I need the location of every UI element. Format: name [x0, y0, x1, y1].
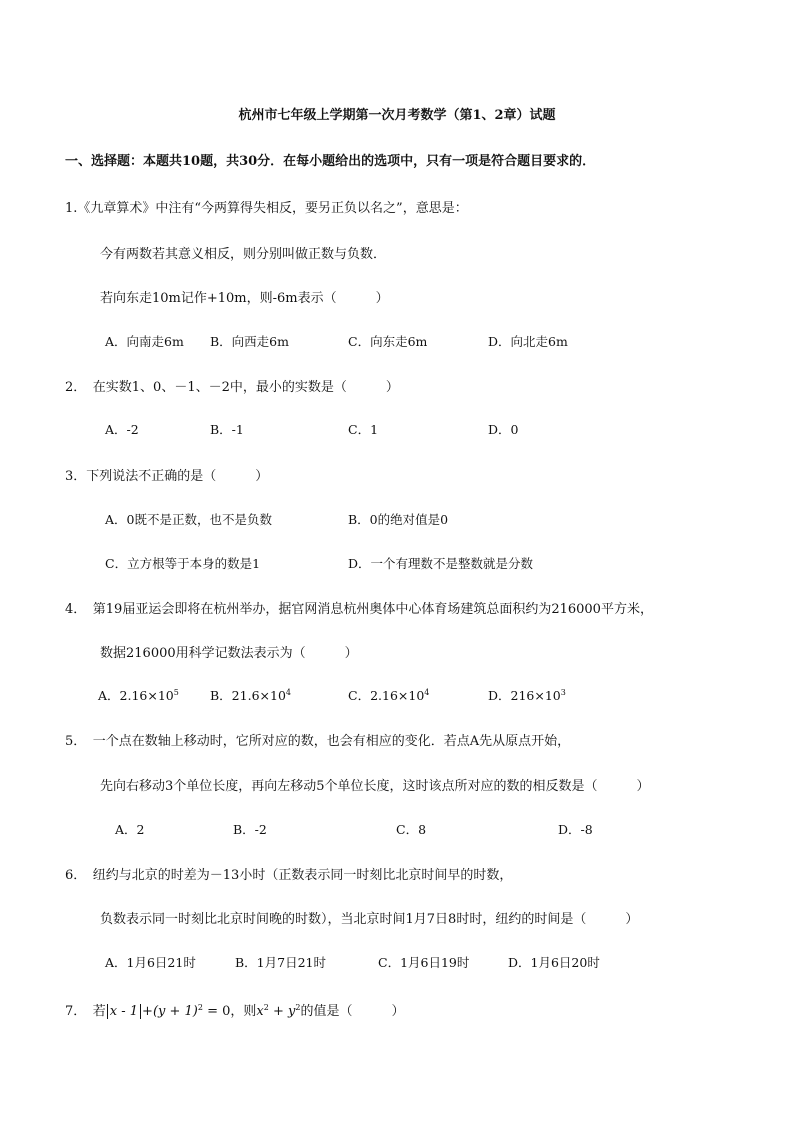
- q3-option-c[interactable]: C．立方根等于本身的数是1: [105, 556, 261, 571]
- q7-square-exponent: 2: [197, 1003, 203, 1012]
- q1-option-a[interactable]: A．向南走6m: [105, 334, 184, 349]
- q4-option-a-base: A．2.16×10: [98, 688, 174, 703]
- q4-option-d[interactable]: [488, 686, 566, 704]
- q7-suffix: 的值是（ ）: [300, 1004, 405, 1019]
- q2-option-b[interactable]: B．-1: [210, 422, 244, 437]
- q2-option-a[interactable]: A．-2: [105, 422, 139, 437]
- q4-option-b-exponent: 4: [285, 688, 291, 697]
- q4-line2: 数据216000用科学记数法表示为（ ）: [100, 646, 358, 661]
- q4-option-a-exponent: 5: [173, 688, 179, 697]
- q6-option-c[interactable]: C．1月6日19时: [378, 955, 470, 970]
- q5-option-a[interactable]: A．2: [115, 822, 145, 837]
- q7-absolute-value: x - 1: [107, 1004, 141, 1019]
- page-title: 杭州市七年级上学期第一次月考数学（第1、2章）试题: [238, 108, 556, 123]
- q4-option-b[interactable]: [210, 686, 291, 704]
- q5-stem: 5． 一个点在数轴上移动时，它所对应的数，也会有相应的变化．若点A先从原点开始，: [65, 734, 571, 749]
- q6-option-b[interactable]: B．1月7日21时: [235, 955, 326, 970]
- q5-option-c[interactable]: C．8: [396, 822, 427, 837]
- q1-option-c[interactable]: C．向东走6m: [348, 334, 428, 349]
- q6-line2: 负数表示同一时刻比北京时间晚的时数），当北京时间1月7日8时时，纽约的时间是（ ）: [100, 912, 639, 927]
- q4-option-d-exponent: 3: [560, 688, 566, 697]
- q4-option-c-base: C．2.16×10: [348, 688, 425, 703]
- q2-option-c[interactable]: C．1: [348, 422, 379, 437]
- q1-option-d[interactable]: D．向北走6m: [488, 334, 568, 349]
- q7-plus: +: [268, 1004, 288, 1019]
- q4-option-a[interactable]: [98, 686, 179, 704]
- q1-option-b[interactable]: B．向西走6m: [210, 334, 289, 349]
- q6-option-d[interactable]: D．1月6日20时: [508, 955, 600, 970]
- q5-option-d[interactable]: D．-8: [558, 822, 593, 837]
- section-heading: 一、选择题：本题共10题，共30分．在每小题给出的选项中，只有一项是符合题目要求的．: [65, 154, 596, 169]
- q4-option-d-base: D．216×10: [488, 688, 561, 703]
- q7-stem: [65, 1000, 404, 1019]
- q5-option-b[interactable]: B．-2: [233, 822, 267, 837]
- q7-x-exponent: 2: [263, 1003, 269, 1012]
- q7-y-exponent: 2: [295, 1003, 301, 1012]
- q7-x-term: x: [256, 1004, 264, 1019]
- q7-equals: = 0，则: [202, 1004, 257, 1019]
- q2-option-d[interactable]: D．0: [488, 422, 519, 437]
- q3-option-d[interactable]: D．一个有理数不是整数就是分数: [348, 556, 534, 571]
- q7-square-term: +(y + 1): [142, 1004, 198, 1019]
- q4-stem: 4． 第19届亚运会即将在杭州举办，据官网消息杭州奥体中心体育场建筑总面积约为216000平方米，: [65, 602, 653, 617]
- q1-stem: 1.《九章算术》中注有“今两算得失相反，要另正负以名之”，意思是：: [65, 201, 468, 216]
- q3-option-a[interactable]: A．0既不是正数，也不是负数: [105, 512, 272, 527]
- q7-y-term: y: [288, 1004, 296, 1019]
- q7-prefix: 7． 若: [65, 1004, 106, 1019]
- q4-option-b-base: B．21.6×10: [210, 688, 286, 703]
- q3-stem: 3．下列说法不正确的是（ ）: [65, 469, 269, 484]
- q4-option-c[interactable]: [348, 686, 429, 704]
- q4-option-c-exponent: 4: [424, 688, 430, 697]
- q1-line3: 若向东走10m记作+10m，则-6m表示（ ）: [100, 291, 389, 306]
- q1-line2: 今有两数若其意义相反，则分别叫做正数与负数．: [100, 247, 387, 262]
- q2-stem: 2． 在实数1、0、－1、－2中，最小的实数是（ ）: [65, 380, 399, 395]
- q6-option-a[interactable]: A．1月6日21时: [105, 955, 196, 970]
- q5-line2: 先向右移动3个单位长度，再向左移动5个单位长度，这时该点所对应的数的相反数是（ ）: [100, 779, 650, 794]
- q3-option-b[interactable]: B．0的绝对值是0: [348, 512, 449, 527]
- q6-stem: 6． 纽约与北京的时差为－13小时（正数表示同一时刻比北京时间早的时数，: [65, 868, 513, 883]
